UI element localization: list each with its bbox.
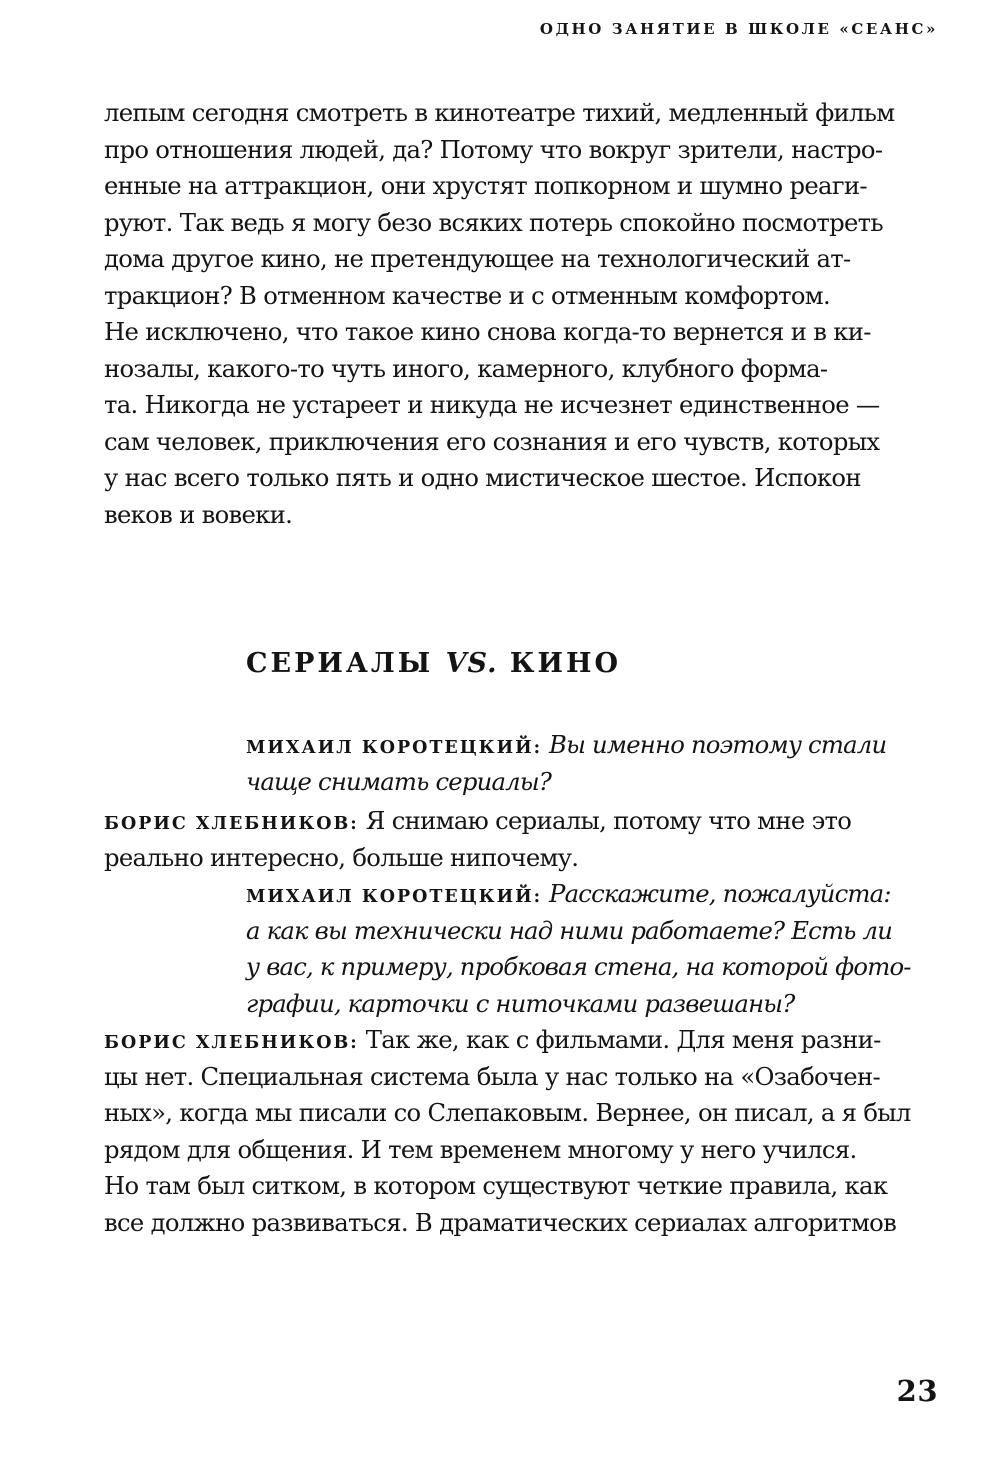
question-1: [246, 727, 886, 800]
running-header: ОДНО ЗАНЯТИЕ В ШКОЛЕ «СЕАНС»: [539, 20, 938, 38]
section-title-vs: VS.: [445, 648, 498, 679]
answer-text: Так же, как с фильмами. Для меня разни-: [358, 1025, 881, 1054]
answer-2: [104, 1022, 911, 1241]
question-text: Вы именно поэтому стали: [542, 730, 887, 759]
question-text: Расскажите, пожалуйста:: [542, 879, 891, 908]
question-line: [246, 876, 911, 913]
question-line: у вас, к примеру, пробковая стена, на которой фото-: [246, 952, 911, 981]
answer-text: Я снимаю сериалы, потому что мне это: [358, 806, 852, 835]
text-line: про отношения людей, да? Потому что вокруг зрители, настро-: [104, 134, 883, 164]
text-line: Не исключено, что такое кино снова когда-то вернется и в ки-: [104, 317, 871, 346]
answer-line: [104, 803, 851, 840]
text-line: та. Никогда не устареет и никуда не исчезнет единственное —: [104, 390, 880, 419]
text-line: нозалы, какого-то чуть иного, камерного, клубного форма-: [104, 353, 828, 383]
text-line: у нас всего только пять и одно мистическое шестое. Испокон: [104, 463, 861, 492]
text-line: лепым сегодня смотреть в кинотеатре тихий, медленный фильм: [104, 98, 895, 127]
answer-line: реально интересно, больше нипочему.: [104, 842, 579, 872]
answer-line: ных», когда мы писали со Слепаковым. Вернее, он писал, а я был: [104, 1098, 911, 1127]
speaker-name: БОРИС ХЛЕБНИКОВ:: [104, 1033, 359, 1053]
text-line: тракцион? В отменном качестве и с отменным комфортом.: [104, 280, 831, 310]
section-title-part2: КИНО: [497, 648, 621, 679]
text-line: руют. Так ведь я могу безо всяких потерь спокойно посмотреть: [104, 207, 883, 237]
answer-line: все должно развиваться. В драматических сериалах алгоритмов: [104, 1207, 897, 1237]
text-line: дома другое кино, не претендующее на технологический ат-: [104, 244, 851, 273]
question-line: чаще снимать сериалы?: [246, 766, 552, 796]
answer-line: рядом для общения. И тем временем многому у него учился.: [104, 1134, 857, 1164]
speaker-name: БОРИС ХЛЕБНИКОВ:: [104, 814, 359, 834]
answer-line: Но там был ситком, в котором существуют четкие правила, как: [104, 1171, 888, 1200]
question-2: [246, 876, 911, 1022]
page-number: 23: [896, 1374, 938, 1408]
answer-line: [104, 1022, 911, 1059]
answer-1: [104, 803, 851, 876]
text-line: веков и вовеки.: [104, 499, 293, 529]
section-title: [246, 648, 621, 679]
section-title-part1: СЕРИАЛЫ: [246, 648, 446, 679]
question-line: графии, карточки с ниточками развешаны?: [246, 988, 795, 1018]
intro-paragraph: [104, 95, 894, 533]
speaker-name: МИХАИЛ КОРОТЕЦКИЙ:: [246, 738, 543, 758]
text-line: сам человек, приключения его сознания и его чувств, которых: [104, 426, 880, 456]
speaker-name: МИХАИЛ КОРОТЕЦКИЙ:: [246, 887, 543, 907]
answer-line: цы нет. Специальная система была у нас только на «Озабочен-: [104, 1061, 880, 1091]
question-line: а как вы технически над ними работаете? Есть ли: [246, 915, 893, 945]
question-line: [246, 727, 886, 764]
text-line: енные на аттракцион, они хрустят попкорном и шумно реаги-: [104, 171, 867, 200]
